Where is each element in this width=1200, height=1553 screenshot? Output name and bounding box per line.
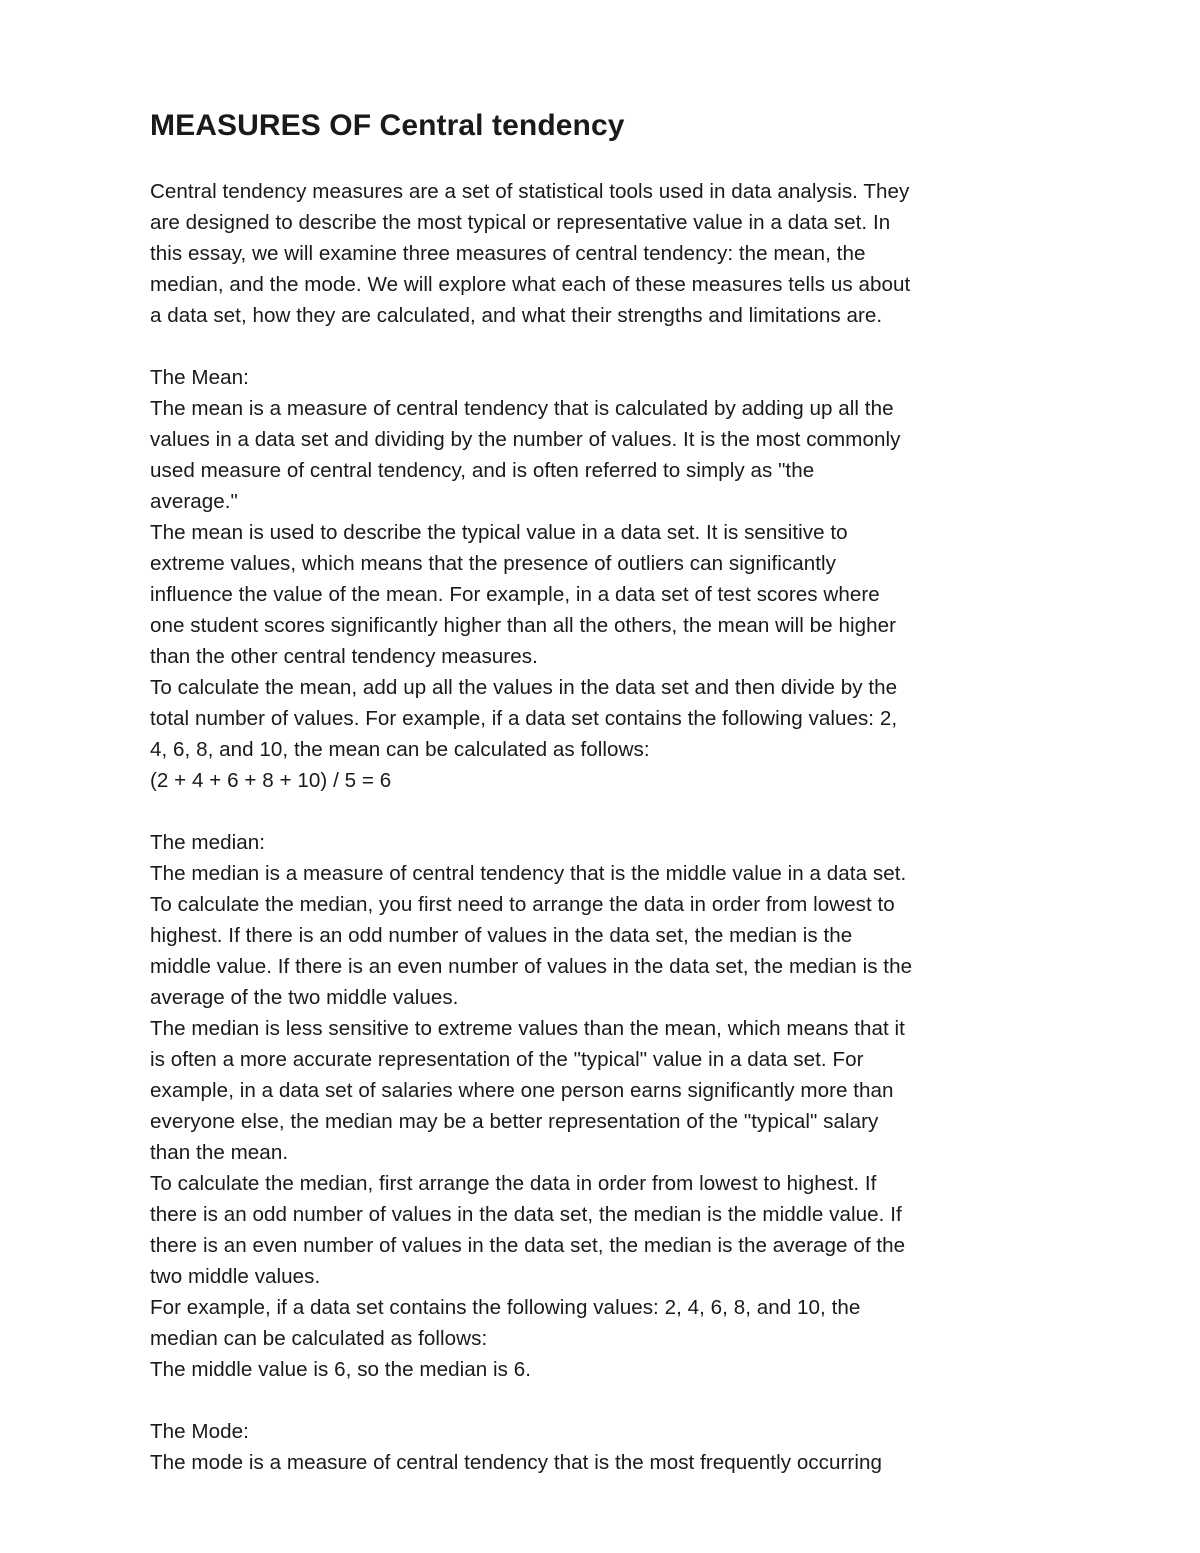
text-line: average."	[150, 490, 238, 513]
document-title: MEASURES OF Central tendency	[150, 109, 625, 142]
text-line: middle value. If there is an even number of values in the data set, the median is the	[150, 955, 913, 978]
text-line: median, and the mode. We will explore what each of these measures tells us about	[150, 273, 911, 296]
text-line: influence the value of the mean. For example, in a data set of test scores where	[150, 583, 880, 606]
text-line: a data set, how they are calculated, and what their strengths and limitations are.	[150, 304, 883, 327]
blank-line	[150, 796, 1070, 827]
text-line: than the other central tendency measures.	[150, 645, 538, 668]
text-line: average of the two middle values.	[150, 986, 459, 1009]
text-line: two middle values.	[150, 1265, 321, 1288]
blank-line	[150, 331, 1070, 362]
text-line: 4, 6, 8, and 10, the mean can be calculated as follows:	[150, 738, 650, 761]
text-line: than the mean.	[150, 1141, 289, 1164]
text-line: this essay, we will examine three measures of central tendency: the mean, the	[150, 242, 866, 265]
text-line: For example, if a data set contains the following values: 2, 4, 6, 8, and 10, the	[150, 1296, 861, 1319]
text-line: median can be calculated as follows:	[150, 1327, 488, 1350]
text-line: The median is a measure of central tendency that is the middle value in a data set.	[150, 862, 907, 885]
text-line: highest. If there is an odd number of values in the data set, the median is the	[150, 924, 853, 947]
text-line: extreme values, which means that the presence of outliers can significantly	[150, 552, 836, 575]
text-line: one student scores significantly higher than all the others, the mean will be higher	[150, 614, 897, 637]
document-page	[150, 100, 1070, 1478]
text-line: (2 + 4 + 6 + 8 + 10) / 5 = 6	[150, 769, 392, 792]
text-line: To calculate the mean, add up all the values in the data set and then divide by the	[150, 676, 898, 699]
text-line: Central tendency measures are a set of statistical tools used in data analysis. They	[150, 180, 910, 203]
text-line: total number of values. For example, if a data set contains the following values: 2,	[150, 707, 898, 730]
text-line: The Mode:	[150, 1420, 249, 1443]
text-line: used measure of central tendency, and is often referred to simply as "the	[150, 459, 815, 482]
text-line: The mean is a measure of central tendency that is calculated by adding up all the	[150, 397, 894, 420]
text-line: The median:	[150, 831, 266, 854]
text-line: The middle value is 6, so the median is 6.	[150, 1358, 531, 1381]
text-line: is often a more accurate representation of the "typical" value in a data set. For	[150, 1048, 864, 1071]
text-line: example, in a data set of salaries where one person earns significantly more than	[150, 1079, 894, 1102]
text-line: The mean is used to describe the typical value in a data set. It is sensitive to	[150, 521, 848, 544]
text-line: The mode is a measure of central tendency that is the most frequently occurring	[150, 1451, 882, 1474]
blank-line	[150, 1385, 1070, 1416]
text-line: To calculate the median, first arrange the data in order from lowest to highest. If	[150, 1172, 877, 1195]
document-body	[150, 176, 1070, 1478]
text-line: values in a data set and dividing by the number of values. It is the most commonly	[150, 428, 901, 451]
text-line: The median is less sensitive to extreme values than the mean, which means that it	[150, 1017, 905, 1040]
text-line: To calculate the median, you first need to arrange the data in order from lowest to	[150, 893, 895, 916]
text-line: are designed to describe the most typical or representative value in a data set. In	[150, 211, 891, 234]
text-line: everyone else, the median may be a better representation of the "typical" salary	[150, 1110, 879, 1133]
text-line: there is an even number of values in the data set, the median is the average of the	[150, 1234, 906, 1257]
text-line: there is an odd number of values in the data set, the median is the middle value. If	[150, 1203, 902, 1226]
text-line: The Mean:	[150, 366, 249, 389]
